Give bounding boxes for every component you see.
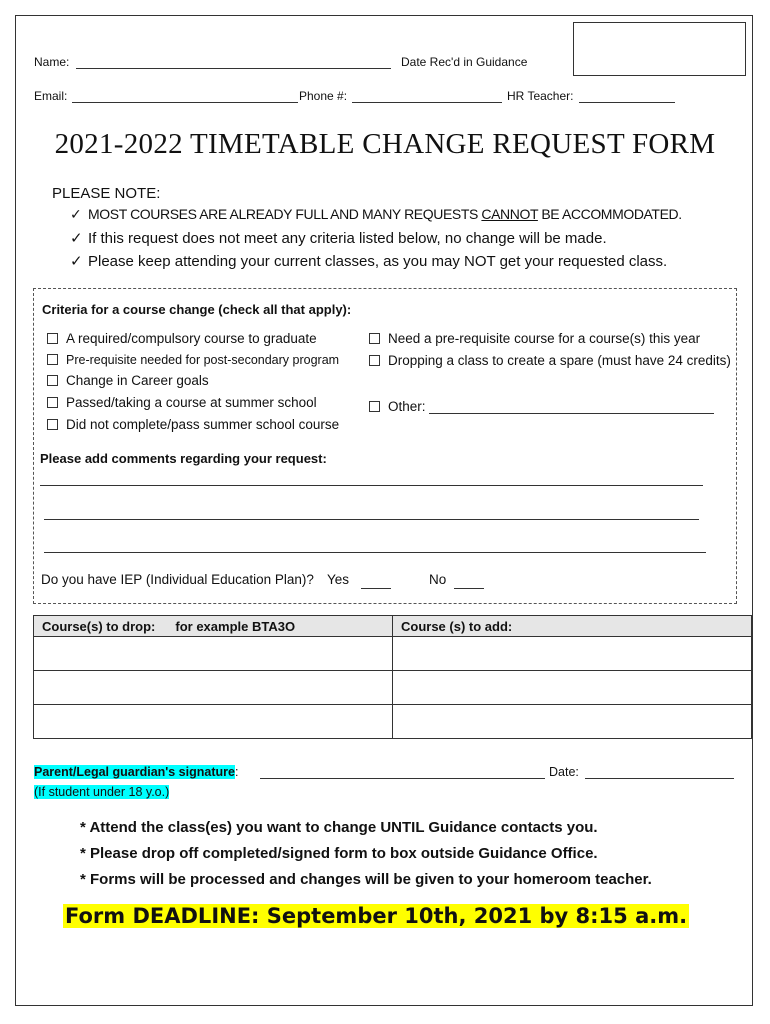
check-icon: ✓ <box>70 253 83 270</box>
add-course-cell[interactable] <box>393 637 752 671</box>
instruction-item: * Please drop off completed/signed form to box outside Guidance Office. <box>80 845 598 862</box>
criteria-checkbox-create-spare[interactable]: Dropping a class to create a spare (must have 24 credits) <box>369 353 731 368</box>
checkbox-icon <box>47 397 58 408</box>
check-icon: ✓ <box>70 206 82 222</box>
table-row <box>34 705 752 739</box>
iep-question: Do you have IEP (Individual Education Plan)? <box>41 572 314 587</box>
iep-yes-field[interactable] <box>361 588 391 589</box>
note-criteria: ✓ If this request does not meet any criteria listed below, no change will be made. <box>70 230 607 247</box>
instruction-item: * Forms will be processed and changes will be given to your homeroom teacher. <box>80 871 652 888</box>
checkbox-icon <box>47 375 58 386</box>
add-column-header: Course (s) to add: <box>393 616 752 637</box>
date-received-label: Date Rec'd in Guidance <box>401 55 528 69</box>
checkbox-icon <box>369 401 380 412</box>
table-row <box>34 671 752 705</box>
hr-teacher-label: HR Teacher: <box>507 89 574 103</box>
criteria-checkbox-other[interactable]: Other: <box>369 399 426 414</box>
form-deadline: Form DEADLINE: September 10th, 2021 by 8:15 a.m. <box>65 904 688 928</box>
signature-date-label: Date: <box>549 765 579 779</box>
comment-line-1[interactable] <box>40 485 703 486</box>
signature-label: Parent/Legal guardian's signature <box>34 765 235 779</box>
drop-course-cell[interactable] <box>34 637 393 671</box>
note-full-courses: ✓ MOST COURSES ARE ALREADY FULL AND MANY REQUESTS CANNOT BE ACCOMMODATED. <box>70 206 682 222</box>
form-title: 2021-2022 TIMETABLE CHANGE REQUEST FORM <box>54 128 716 160</box>
iep-no-field[interactable] <box>454 588 484 589</box>
criteria-checkbox-did-not-complete[interactable]: Did not complete/pass summer school course <box>47 417 339 432</box>
phone-label: Phone #: <box>299 89 348 103</box>
criteria-checkbox-required-course[interactable]: A required/compulsory course to graduate <box>47 331 317 346</box>
office-use-box <box>573 22 746 76</box>
checkbox-icon <box>369 355 380 366</box>
table-header-row <box>34 616 752 637</box>
drop-course-cell[interactable] <box>34 705 393 739</box>
signature-note: (If student under 18 y.o.) <box>34 785 170 799</box>
hr-teacher-field[interactable] <box>579 102 675 103</box>
drop-course-cell[interactable] <box>34 671 393 705</box>
check-icon: ✓ <box>70 230 83 247</box>
add-course-cell[interactable] <box>393 671 752 705</box>
checkbox-icon <box>369 333 380 344</box>
signature-date-field[interactable] <box>585 778 734 779</box>
signature-row: Parent/Legal guardian's signature: <box>34 765 239 779</box>
criteria-checkbox-summer-school[interactable]: Passed/taking a course at summer school <box>47 395 317 410</box>
signature-field[interactable] <box>260 778 545 779</box>
criteria-checkbox-prerequisite-post-secondary[interactable]: Pre-requisite needed for post-secondary program <box>47 353 339 367</box>
criteria-title: Criteria for a course change (check all that apply): <box>42 302 352 317</box>
phone-field[interactable] <box>352 102 502 103</box>
name-field[interactable] <box>76 68 391 69</box>
checkbox-icon <box>47 354 58 365</box>
table-row <box>34 637 752 671</box>
other-reason-field[interactable] <box>429 413 714 414</box>
checkbox-icon <box>47 419 58 430</box>
name-label: Name: <box>34 55 70 69</box>
instruction-item: * Attend the class(es) you want to change UNTIL Guidance contacts you. <box>80 819 598 836</box>
add-course-cell[interactable] <box>393 705 752 739</box>
please-note-heading: PLEASE NOTE: <box>52 185 161 202</box>
email-label: Email: <box>34 89 68 103</box>
comment-line-3[interactable] <box>44 552 706 553</box>
drop-column-header: Course(s) to drop: for example BTA3O <box>34 616 393 637</box>
criteria-checkbox-career-goals[interactable]: Change in Career goals <box>47 373 209 388</box>
note-keep-attending: ✓ Please keep attending your current classes, as you may NOT get your requested class. <box>70 253 668 270</box>
email-field[interactable] <box>72 102 298 103</box>
comments-title: Please add comments regarding your request: <box>40 451 327 466</box>
checkbox-icon <box>47 333 58 344</box>
courses-table <box>33 615 752 739</box>
iep-no-label: No <box>429 572 447 587</box>
iep-yes-label: Yes <box>327 572 350 587</box>
comment-line-2[interactable] <box>44 519 699 520</box>
criteria-checkbox-prerequisite-this-year[interactable]: Need a pre-requisite course for a course(s) this year <box>369 331 700 346</box>
